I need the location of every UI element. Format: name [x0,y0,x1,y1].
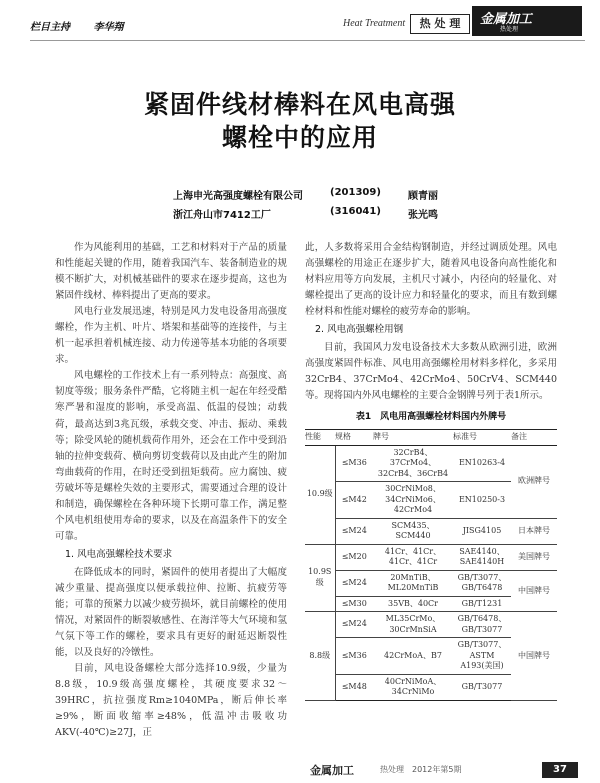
table-cell-brand: ML35CrMo、30CrMnSiA [373,612,453,638]
paragraph: 此，人多数将采用合金结构钢制造，并经过调质处理。风电高强螺栓的用途正在逐步扩大，随着风电设备向高性能化和材料应用等方向发展，主机尺寸减小，内径向的轻量化、对螺栓提出了更高的设计应力和轻量化的要求，而且有数到螺栓材料和性能对螺栓的疲劳寿命的影响。 [305,242,557,318]
table-cell-standard: GB/T3077、ASTM A193(美国) [453,638,511,675]
section-heading-1: 1. 风电高强螺栓技术要求 [65,548,173,560]
table-cell-spec: ≤M20 [335,544,373,570]
table-cell-spec: ≤M24 [335,570,373,596]
table-cell-brand: 35VB、40Cr [373,596,453,612]
magazine-english-name: Heat Treatment [343,18,406,29]
left-column [55,240,287,741]
table-header-cell: 标准号 [453,429,511,445]
table-cell-grade: 10.9级 [305,445,335,544]
table-cell-brand: 20MnTiB、ML20MnTiB [373,570,453,596]
table-header-cell: 备注 [511,429,557,445]
paragraph: 目前，风电设备螺栓大部分选择10.9级，少量为8.8级，10.9级高强度螺栓，其硬度要求32～39HRC，抗拉强度Rm≥1040MPa，断后伸长率≥9%，断面收缩率≥48%，低温冲击吸收功AKV(-40℃)≥27J，正 [55,663,287,739]
table-cell-standard: EN10250-3 [453,482,511,519]
table-row [305,570,557,596]
logo-subtitle: 热处理 [500,26,519,33]
table-cell-brand: 41Cr、41Cr、41Cr、41Cr [373,544,453,570]
table-row [305,544,557,570]
article-title-line-1: 紧固件线材棒料在风电高强 [143,90,456,119]
table-header-row [305,429,557,445]
table-cell-note: 欧洲牌号 [511,445,557,518]
paragraph: 风电螺栓的工作技术上有一系列特点：高强度、高韧度等级；服务条件严酷，它将随主机一起在年经受酷寒严暑和湿度的影响，承受高温、低温的侵蚀；动载荷，最高达到3兆瓦级，承载交变、冲击、振动、乘载等；除受风轮的随机载荷作用外，还会在工作中受到沿轴的拉伸变载荷、横向剪切变载荷以及由此产生的附加弯曲载荷的作用，在时还受到扭矩载荷。应力腐蚀、疲劳破坏等是螺栓失效的主要形式，需要通过合理的设计和制造，确保螺栓在各种环境下长期可靠工作，满足整个风电机组使用寿命的要求，以及在高温条件下的安全可靠。 [55,370,287,542]
table-row [305,445,557,482]
table-cell-spec: ≤M24 [335,612,373,638]
table-cell-standard: GB/T1231 [453,596,511,612]
table-row [305,518,557,544]
table-cell-standard: JISG4105 [453,518,511,544]
page-footer [310,762,580,778]
header-divider [30,40,585,41]
article-title-line-2: 螺栓中的应用 [221,123,378,152]
table-header-cell: 性能 [305,429,335,445]
table-cell-brand: 42CrMoA、B7 [373,638,453,675]
table-cell-note: 美国牌号 [511,544,557,570]
table-cell-standard: GB/T3077 [453,674,511,700]
table-cell-spec: ≤M48 [335,674,373,700]
column-label: 栏目主持 [30,22,70,33]
paragraph: 风电行业发展迅速，特别是风力发电设备用高强度螺栓，作为主机、叶片、塔架和基础等的连接件，与主机一起承担着机械连接、动力传递等基本功能的各项要求。 [55,306,287,366]
table-caption: 表1 风电用高强螺栓材料国内外牌号 [355,412,507,423]
right-column [305,240,557,701]
paragraph: 在降低成本的同时，紧固件的使用者提出了大幅度减少重量、提高强度以便承载拉伸、拉断、抗疲劳等能；可靠的预紧力以减少疲劳损坏，就目前螺栓的使用情况，对紧固件的断裂敏感性、在海洋等大气环境和氢气氛下等工作的螺栓，要求具有更好的耐延迟断裂性能，以及良好的冷镦性。 [55,566,287,659]
section-heading-2: 2. 风电高强螺栓用钢 [315,324,404,336]
table-row [305,612,557,638]
table-cell-brand: SCM435、SCM440 [373,518,453,544]
table-cell-spec: ≤M30 [335,596,373,612]
table-cell-standard: EN10263-4 [453,445,511,482]
table-cell-brand: 30CrNiMo8、34CrNiMo6、42CrMo4 [373,482,453,519]
table-cell-standard: SAE4140、SAE4140H [453,544,511,570]
table-cell-spec: ≤M42 [335,482,373,519]
footer-issue: 热处理 2012年第5期 [380,765,462,774]
table-cell-spec: ≤M24 [335,518,373,544]
table-cell-spec: ≤M36 [335,638,373,675]
table-header-cell: 规格 [335,429,373,445]
affiliation-code-1: (201309) [330,187,381,198]
table-cell-standard: GB/T6478、GB/T3077 [453,612,511,638]
table-cell-note: 日本牌号 [511,518,557,544]
section-label: 热 处 理 [410,14,470,34]
table-cell-spec: ≤M36 [335,445,373,482]
footer-mark: 金属加工 [310,764,354,777]
table-cell-grade: 10.9S级 [305,544,335,612]
table-cell-standard: GB/T3077、GB/T6478 [453,570,511,596]
magazine-logo [472,6,582,36]
author-1: 顾青丽 [408,191,438,202]
materials-table [305,429,557,701]
table-cell-brand: 32CrB4、37CrMo4、32CrB4、36CrB4 [373,445,453,482]
paragraph: 目前，我国风力发电设备技术大多数从欧洲引进，欧洲高强度紧固件标准、风电用高强螺栓用材料多样化，多采用32CrB4、37CrMo4、42CrMo4、50CrV4、SCM440等。现将国内外风电螺栓的主要合金钢牌号列于表1所示。 [305,342,557,402]
table-cell-brand: 40CrNiMoA、34CrNiMo [373,674,453,700]
editor-name: 李华翔 [93,22,124,33]
logo-title: 金属加工 [480,12,533,27]
affiliation-code-2: (316041) [330,206,381,217]
affiliation-org-2: 浙江舟山市7412工厂 [173,210,271,221]
table-cell-note: 中国牌号 [511,570,557,612]
affiliation-org-1: 上海申光高强度螺栓有限公司 [173,191,303,202]
table-header-cell: 牌号 [373,429,453,445]
table-cell-note: 中国牌号 [511,612,557,701]
column-header [30,18,143,33]
page-number: 37 [542,762,578,778]
paragraph: 作为风能利用的基础，工艺和材料对于产品的质量和性能起关键的作用，随着我国汽车、装备制造业的规模不断扩大，对机械基础件的要求在逐步提高，这也为紧固件线材、棒料提出了更高的要求。 [55,242,287,302]
author-2: 张光鸣 [408,210,438,221]
table-cell-grade: 8.8级 [305,612,335,701]
